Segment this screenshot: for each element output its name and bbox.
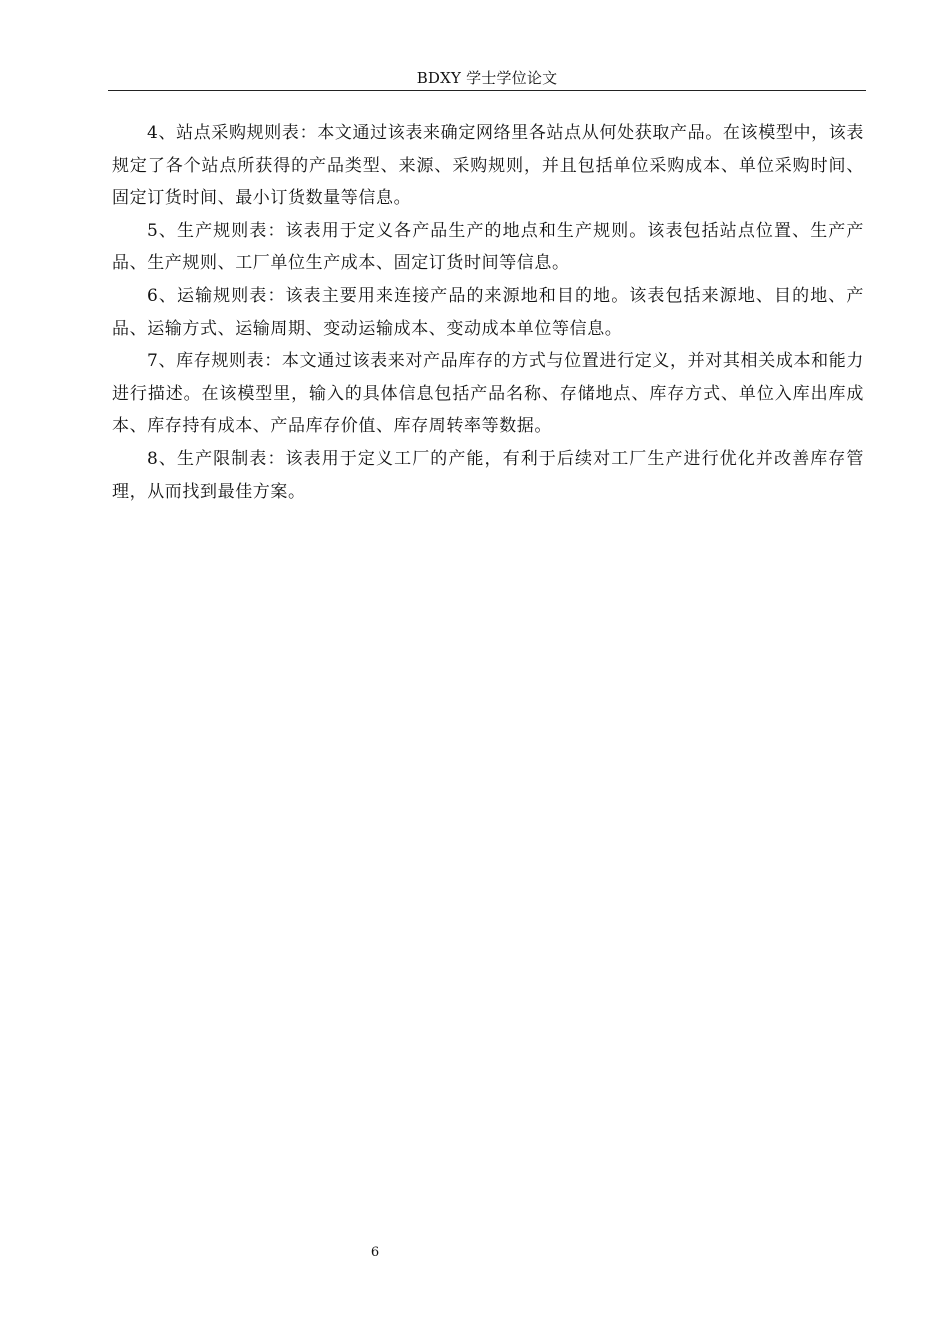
paragraph-production-rules: 5、生产规则表：该表用于定义各产品生产的地点和生产规则。该表包括站点位置、生产产品、生产规则、工厂单位生产成本、固定订货时间等信息。 [112,220,864,274]
paragraph-inventory-rules: 7、库存规则表：本文通过该表来对产品库存的方式与位置进行定义，并对其相关成本和能力进行描述。在该模型里，输入的具体信息包括产品名称、存储地点、库存方式、单位入库出库成本、库存持有成本、产品库存价值、库存周转率等数据。 [112,351,864,437]
page-number: 6 [370,1245,380,1260]
header-divider [108,90,866,91]
paragraph-site-procurement-rules: 4、站点采购规则表：本文通过该表来确定网络里各站点从何处获取产品。在该模型中，该表规定了各个站点所获得的产品类型、来源、采购规则，并且包括单位采购成本、单位采购时间、固定订货时间、最小订货数量等信息。 [112,123,864,209]
paragraph-transport-rules: 6、运输规则表：该表主要用来连接产品的来源地和目的地。该表包括来源地、目的地、产品、运输方式、运输周期、变动运输成本、变动成本单位等信息。 [112,285,864,339]
body-text [112,117,864,508]
paragraph-production-limits: 8、生产限制表：该表用于定义工厂的产能，有利于后续对工厂生产进行优化并改善库存管理，从而找到最佳方案。 [112,448,864,502]
running-header: BDXY 学士学位论文 [416,69,558,87]
